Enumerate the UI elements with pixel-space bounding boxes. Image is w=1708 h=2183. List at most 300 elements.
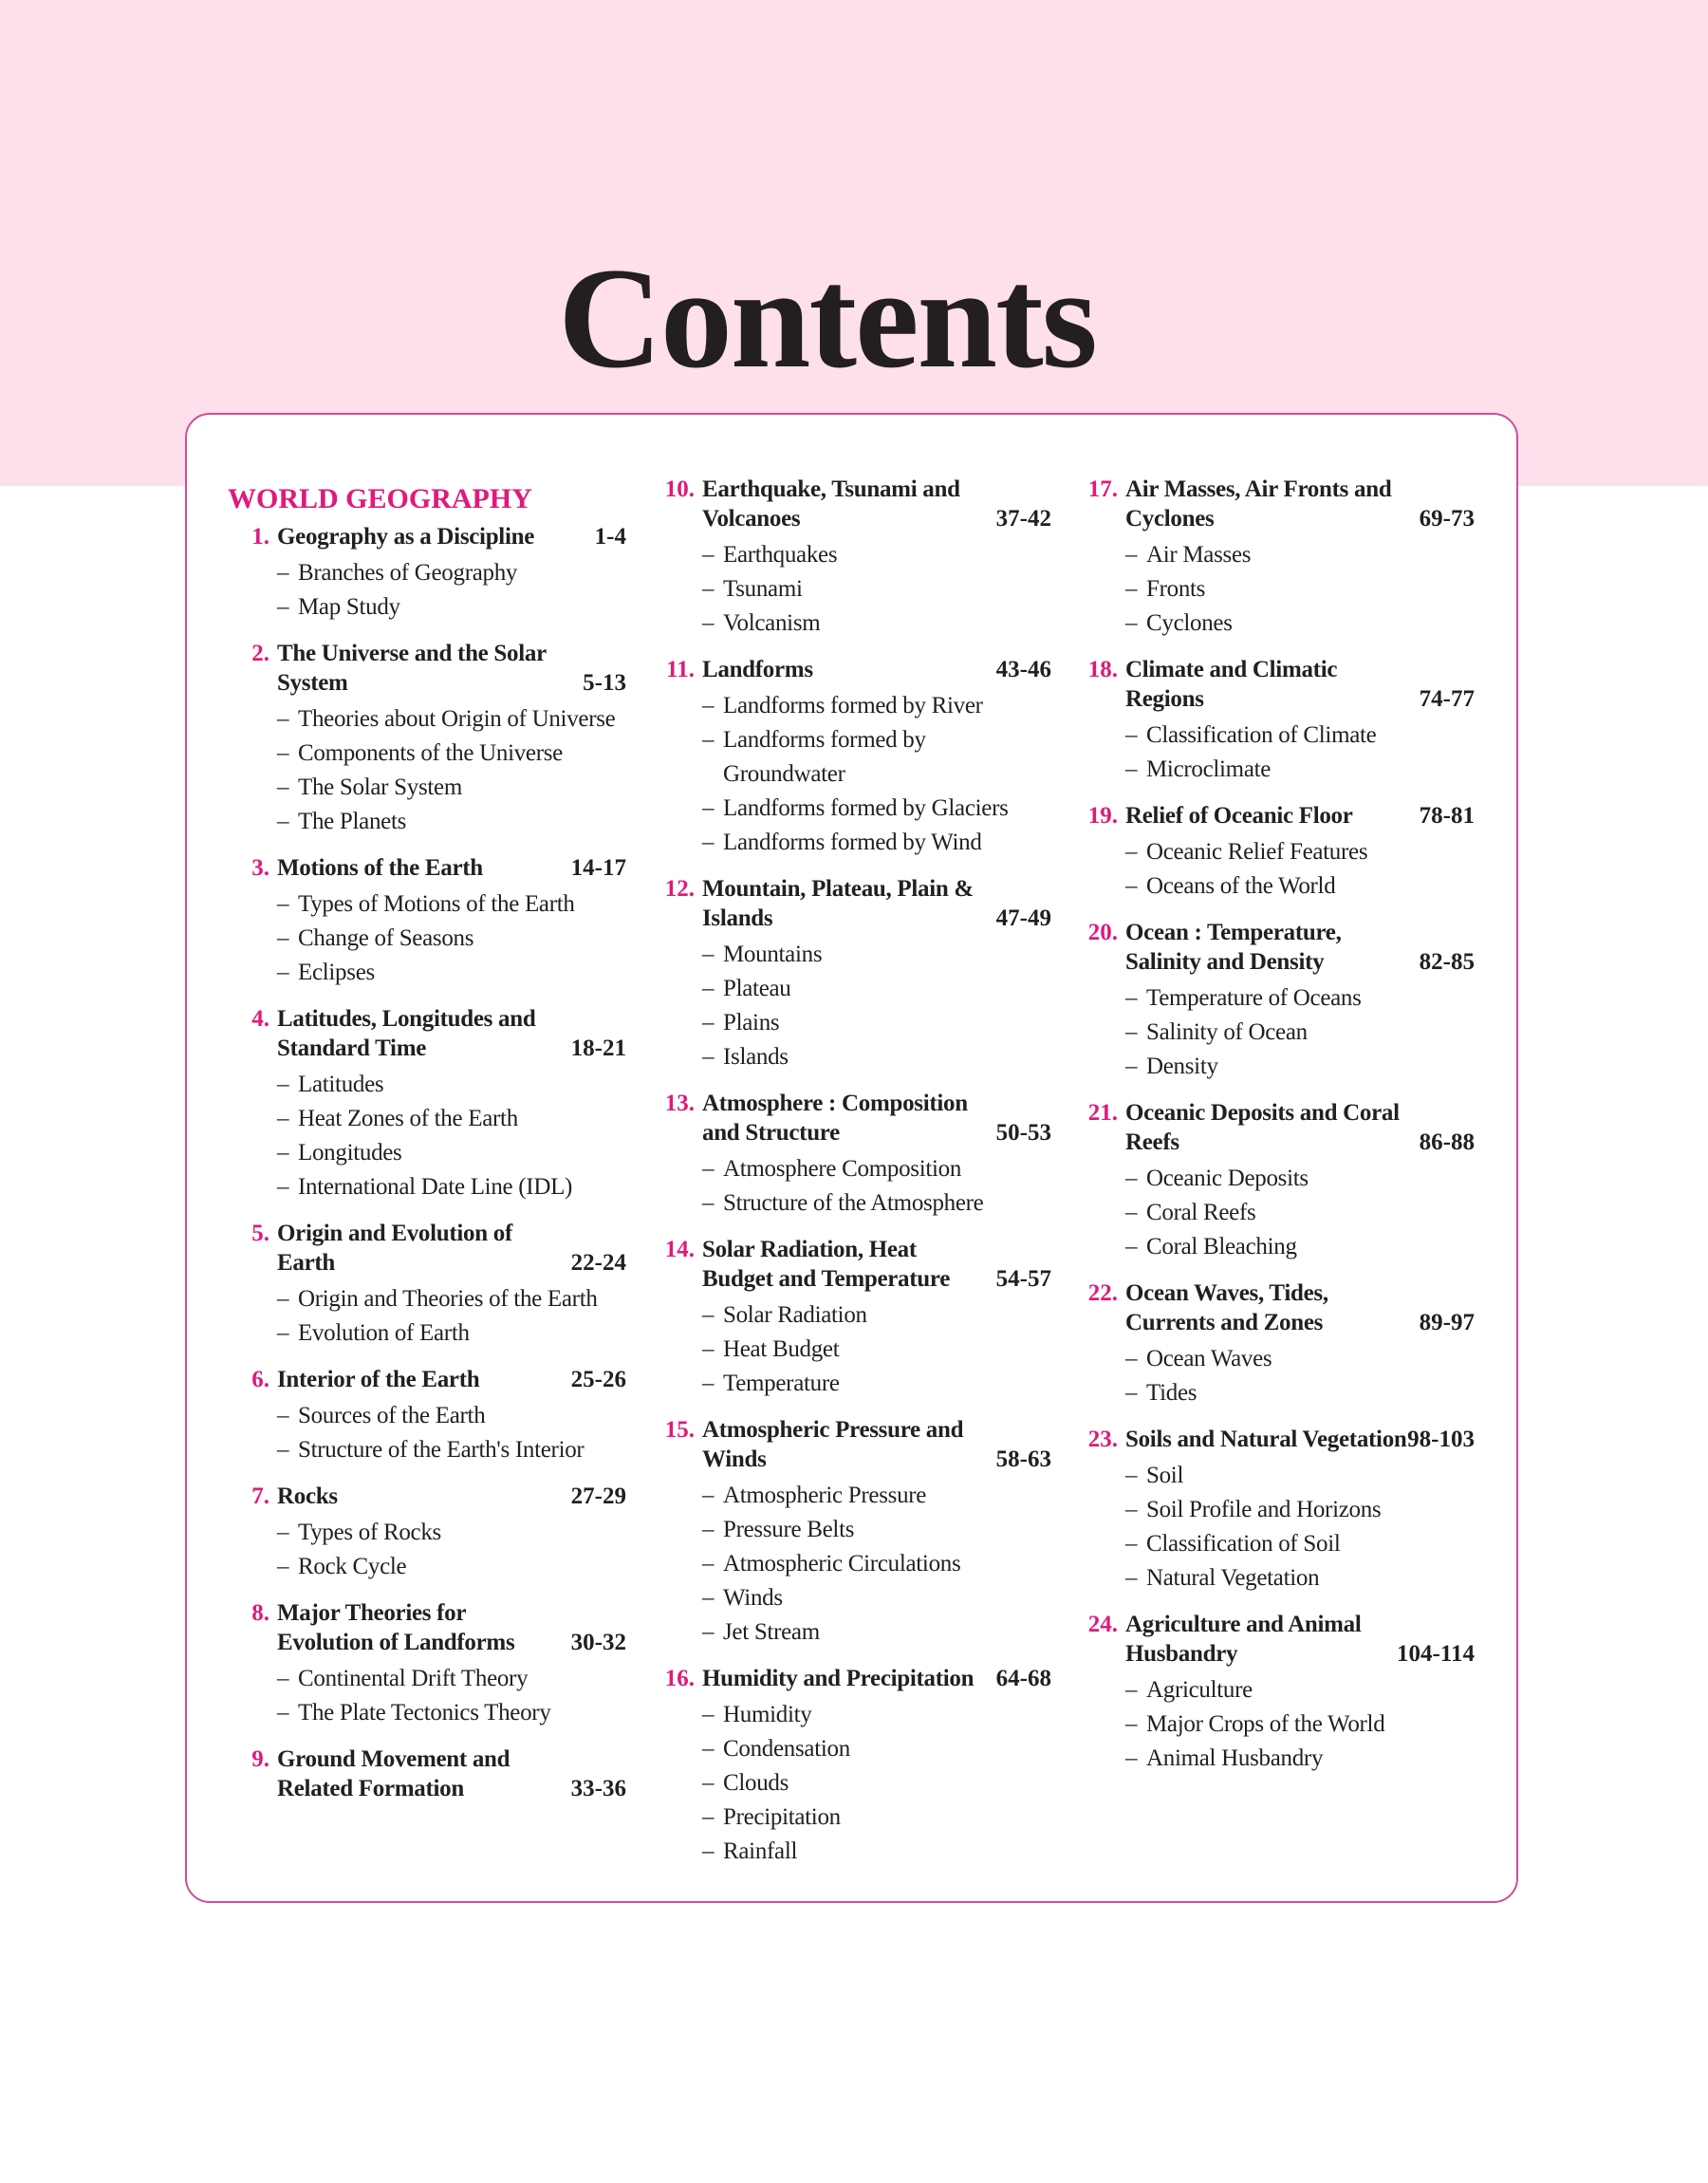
chapter-pages: 30-32 [570,1630,626,1655]
subtopic-list [1076,718,1475,787]
bullet-dash: – [1125,610,1138,636]
subtopic-item [702,792,1051,826]
subtopic-item [1125,869,1475,904]
subtopic-label: Soil [1146,1463,1184,1488]
chapter-heading[interactable] [653,1089,1051,1147]
chapter-number: 3. [251,855,269,881]
chapter-title: Oceanic Deposits and Coral Reefs [1125,1100,1400,1155]
chapter-pages: 69-73 [1419,506,1475,532]
chapter-heading[interactable] [228,522,626,551]
chapter-heading[interactable] [1076,801,1475,830]
subtopic-item [702,1298,1051,1333]
subtopic-item [702,826,1051,860]
subtopic-label: Humidity [723,1702,812,1727]
subtopic-label: Types of Rocks [298,1520,441,1545]
chapter-title: Interior of the Earth [277,1367,480,1392]
bullet-dash: – [702,1302,715,1328]
bullet-dash: – [277,560,289,586]
subtopic-label: Agriculture [1146,1677,1253,1703]
toc-chapter [1076,1278,1475,1410]
bullet-dash: – [702,576,715,602]
subtopic-label: Landforms formed by Glaciers [723,795,1009,821]
subtopic-label: Tides [1146,1380,1197,1406]
chapter-pages: 14-17 [570,855,626,881]
bullet-dash: – [702,727,715,753]
bullet-dash: – [1125,1200,1138,1225]
bullet-dash: – [277,594,289,620]
subtopic-item [702,1006,1051,1040]
subtopic-list [1076,1162,1475,1264]
bullet-dash: – [702,1551,715,1577]
toc-chapter [653,475,1051,641]
bullet-dash: – [702,1585,715,1611]
subtopic-item [277,1516,626,1550]
subtopic-label: Rainfall [723,1838,798,1864]
bullet-dash: – [1125,873,1138,899]
bullet-dash: – [277,1666,289,1691]
subtopic-item [1125,718,1475,753]
chapter-heading[interactable] [228,853,626,883]
subtopic-item [1125,1342,1475,1376]
bullet-dash: – [702,1619,715,1645]
chapter-number: 4. [251,1006,269,1032]
subtopic-item [1125,1493,1475,1527]
subtopic-label: Atmospheric Circulations [723,1551,961,1577]
subtopic-label: Types of Motions of the Earth [298,891,575,917]
subtopic-label: Mountains [723,942,823,967]
subtopic-item [702,1835,1051,1869]
subtopic-list [228,1662,626,1730]
chapter-pages: 5-13 [583,670,626,696]
chapter-heading[interactable] [1076,1098,1475,1157]
chapter-pages: 98-103 [1407,1427,1475,1452]
chapter-heading[interactable] [653,874,1051,933]
bullet-dash: – [1125,1019,1138,1045]
bullet-dash: – [1125,1677,1138,1703]
subtopic-label: Winds [723,1585,783,1611]
chapter-pages: 18-21 [570,1036,626,1061]
chapter-heading[interactable] [228,639,626,698]
subtopic-item [1125,981,1475,1016]
toc-chapter [653,1664,1051,1869]
subtopic-label: Clouds [723,1770,789,1796]
chapter-title: Atmospheric Pressure and Winds [702,1417,964,1472]
chapter-title: Ocean Waves, Tides, Currents and Zones [1125,1280,1328,1335]
chapter-heading[interactable] [228,1745,626,1803]
subtopic-label: Salinity of Ocean [1146,1019,1308,1045]
bullet-dash: – [277,960,289,985]
chapter-pages: 1-4 [594,524,626,550]
toc-chapter [228,522,626,625]
bullet-dash: – [702,1483,715,1508]
subtopic-label: Condensation [723,1736,850,1762]
subtopic-item [702,1732,1051,1766]
subtopic-label: Classification of Soil [1146,1531,1341,1557]
subtopic-label: The Solar System [298,774,462,800]
toc-chapter [653,874,1051,1074]
bullet-dash: – [277,1320,289,1346]
subtopic-list [1076,981,1475,1084]
chapter-heading[interactable] [1076,655,1475,714]
bullet-dash: – [1125,1745,1138,1771]
bullet-dash: – [702,1702,715,1727]
subtopic-item [277,956,626,990]
subtopic-item [1125,1561,1475,1595]
chapter-pages: 43-46 [995,657,1051,682]
chapter-title: Atmosphere : Composition and Structure [702,1091,968,1146]
chapter-number: 18. [1087,657,1118,682]
subtopic-label: Earthquakes [723,542,838,568]
subtopic-label: Components of the Universe [298,740,563,766]
chapter-title: Humidity and Precipitation [702,1666,975,1691]
chapter-number: 6. [251,1367,269,1392]
subtopic-label: Coral Bleaching [1146,1234,1297,1259]
chapter-number: 15. [664,1417,695,1443]
chapter-title: Earthquake, Tsunami and Volcanoes [702,476,960,532]
subtopic-label: Solar Radiation [723,1302,867,1328]
chapter-pages: 64-68 [995,1666,1051,1691]
subtopic-label: Fronts [1146,576,1206,602]
subtopic-label: Cyclones [1146,610,1233,636]
subtopic-item [277,922,626,956]
subtopic-list [228,1068,626,1204]
bullet-dash: – [702,830,715,855]
chapter-pages: 22-24 [570,1250,626,1276]
subtopic-label: Theories about Origin of Universe [298,706,616,732]
chapter-number: 22. [1087,1280,1118,1306]
chapter-number: 7. [251,1483,269,1509]
subtopic-label: Structure of the Earth's Interior [298,1437,585,1463]
bullet-dash: – [702,1804,715,1830]
chapter-heading[interactable] [653,475,1051,533]
chapter-heading[interactable] [653,1415,1051,1474]
chapter-heading[interactable] [228,1598,626,1657]
subtopic-label: Map Study [298,594,400,620]
chapter-number: 12. [664,876,695,902]
bullet-dash: – [1125,1054,1138,1079]
chapter-pages: 47-49 [995,905,1051,931]
chapter-number: 11. [666,657,695,682]
subtopic-label: Coral Reefs [1146,1200,1256,1225]
chapter-number: 1. [251,524,269,550]
bullet-dash: – [1125,839,1138,865]
chapter-title: Landforms [702,657,813,682]
chapter-pages: 89-97 [1419,1310,1475,1335]
bullet-dash: – [1125,1711,1138,1737]
subtopic-item [277,887,626,922]
subtopic-item [277,1399,626,1433]
subtopic-item [702,1367,1051,1401]
chapter-title: Rocks [277,1483,338,1509]
subtopic-item [702,572,1051,606]
subtopic-item [277,1282,626,1316]
chapter-pages: 25-26 [570,1367,626,1392]
section-title: WORLD GEOGRAPHY [228,483,532,514]
chapter-pages: 37-42 [995,506,1051,532]
subtopic-label: Natural Vegetation [1146,1565,1320,1591]
chapter-heading[interactable] [1076,1278,1475,1337]
subtopic-item [277,590,626,625]
bullet-dash: – [702,1190,715,1216]
subtopic-item [1125,1527,1475,1561]
bullet-dash: – [1125,985,1138,1011]
toc-chapter [228,1482,626,1584]
chapter-number: 13. [664,1091,695,1116]
subtopic-label: Landforms formed by Groundwater [723,727,926,787]
chapter-heading[interactable] [228,1482,626,1511]
subtopic-item [1125,753,1475,787]
chapter-heading[interactable] [1076,1425,1475,1454]
chapter-title: Geography as a Discipline [277,524,534,550]
chapter-heading[interactable] [653,1235,1051,1294]
bullet-dash: – [277,1403,289,1428]
subtopic-label: Temperature of Oceans [1146,985,1362,1011]
chapter-number: 10. [664,476,695,502]
subtopic-label: Eclipses [298,960,375,985]
subtopic-list [228,556,626,625]
bullet-dash: – [277,1554,289,1579]
bullet-dash: – [702,542,715,568]
subtopic-item [1125,1196,1475,1230]
subtopic-label: Jet Stream [723,1619,820,1645]
bullet-dash: – [277,1286,289,1312]
subtopic-label: Atmosphere Composition [723,1156,962,1182]
subtopic-label: Heat Budget [723,1336,840,1362]
subtopic-list [228,887,626,990]
bullet-dash: – [277,1700,289,1726]
chapter-title: Origin and Evolution of Earth [277,1221,513,1276]
subtopic-label: Heat Zones of the Earth [298,1106,518,1131]
chapter-number: 24. [1087,1612,1118,1637]
subtopic-item [277,1102,626,1136]
subtopic-label: Tsunami [723,576,803,602]
subtopic-list [653,689,1051,860]
bullet-dash: – [702,1156,715,1182]
bullet-dash: – [277,1520,289,1545]
subtopic-label: Origin and Theories of the Earth [298,1286,598,1312]
subtopic-item [702,1513,1051,1547]
chapter-title: Mountain, Plateau, Plain & Islands [702,876,974,931]
subtopic-item [277,1068,626,1102]
chapter-heading[interactable] [653,1664,1051,1693]
toc-chapter [228,1004,626,1204]
subtopic-list [1076,835,1475,904]
subtopic-label: The Planets [298,809,407,834]
chapter-title: Ground Movement and Related Formation [277,1746,511,1801]
bullet-dash: – [1125,576,1138,602]
subtopic-item [702,972,1051,1006]
subtopic-label: Change of Seasons [298,925,474,951]
subtopic-label: Classification of Climate [1146,722,1377,748]
toc-chapter [1076,1425,1475,1595]
toc-chapter [228,853,626,990]
toc-chapter [653,1415,1051,1650]
subtopic-list [228,702,626,839]
bullet-dash: – [1125,1346,1138,1371]
toc-chapter [228,1219,626,1351]
bullet-dash: – [702,1010,715,1036]
subtopic-label: Sources of the Earth [298,1403,486,1428]
chapter-number: 21. [1087,1100,1118,1126]
subtopic-list [653,538,1051,641]
subtopic-item [277,1136,626,1170]
bullet-dash: – [277,706,289,732]
subtopic-item [1125,1162,1475,1196]
chapter-heading[interactable] [653,655,1051,684]
chapter-title: Agriculture and Animal Husbandry [1125,1612,1362,1667]
chapter-title: Soils and Natural Vegetation [1125,1427,1407,1452]
subtopic-list [1076,538,1475,641]
bullet-dash: – [1125,1166,1138,1191]
subtopic-item [1125,1673,1475,1707]
bullet-dash: – [702,942,715,967]
chapter-title: Motions of the Earth [277,855,483,881]
toc-chapter [653,1089,1051,1221]
subtopic-label: Soil Profile and Horizons [1146,1497,1382,1522]
subtopic-item [702,606,1051,641]
chapter-number: 14. [664,1237,695,1262]
chapter-heading[interactable] [1076,475,1475,533]
bullet-dash: – [277,1174,289,1200]
bullet-dash: – [702,1336,715,1362]
chapter-pages: 104-114 [1397,1641,1475,1667]
subtopic-item [1125,1742,1475,1776]
subtopic-item [1125,1050,1475,1084]
subtopic-label: Latitudes [298,1072,384,1097]
subtopic-list [1076,1459,1475,1595]
subtopic-item [1125,572,1475,606]
toc-chapter [1076,475,1475,641]
subtopic-list [653,1298,1051,1401]
bullet-dash: – [277,925,289,951]
bullet-dash: – [277,1072,289,1097]
bullet-dash: – [702,976,715,1001]
page-title: Contents [558,238,1096,398]
subtopic-list [653,1479,1051,1650]
chapter-title: Relief of Oceanic Floor [1125,803,1353,829]
toc-chapter [228,639,626,839]
toc-chapter [653,1235,1051,1401]
subtopic-list [228,1399,626,1467]
toc-chapter [1076,801,1475,904]
toc-column-2 [653,475,1051,1883]
subtopic-item [702,938,1051,972]
chapter-pages: 74-77 [1419,686,1475,712]
chapter-title: Solar Radiation, Heat Budget and Temperature [702,1237,951,1292]
subtopic-label: Temperature [723,1371,840,1396]
bullet-dash: – [702,1517,715,1542]
subtopic-item [702,1766,1051,1801]
subtopic-label: Oceanic Relief Features [1146,839,1368,865]
bullet-dash: – [1125,1234,1138,1259]
subtopic-item [702,1698,1051,1732]
chapter-title: Latitudes, Longitudes and Standard Time [277,1006,536,1061]
bullet-dash: – [277,774,289,800]
subtopic-label: Oceans of the World [1146,873,1336,899]
chapter-title: The Universe and the Solar System [277,641,547,696]
chapter-pages: 86-88 [1419,1129,1475,1155]
subtopic-item [277,556,626,590]
toc-column-1 [228,475,626,1818]
bullet-dash: – [1125,722,1138,748]
bullet-dash: – [702,1736,715,1762]
subtopic-item [1125,1376,1475,1410]
subtopic-item [277,1433,626,1467]
toc-chapter [1076,655,1475,787]
subtopic-item [1125,1016,1475,1050]
chapter-pages: 78-81 [1419,803,1475,829]
toc-chapter [228,1745,626,1803]
subtopic-item [1125,538,1475,572]
subtopic-label: Density [1146,1054,1218,1079]
subtopic-label: Landforms formed by River [723,693,983,718]
subtopic-label: Microclimate [1146,756,1272,782]
subtopic-label: Branches of Geography [298,560,518,586]
bullet-dash: – [702,1838,715,1864]
chapter-title: Air Masses, Air Fronts and Cyclones [1125,476,1392,532]
subtopic-list [1076,1673,1475,1776]
chapter-pages: 58-63 [995,1446,1051,1472]
subtopic-list [653,1152,1051,1221]
subtopic-list [1076,1342,1475,1410]
toc-chapter [1076,1098,1475,1264]
subtopic-label: The Plate Tectonics Theory [298,1700,551,1726]
subtopic-item [277,1170,626,1204]
bullet-dash: – [702,610,715,636]
bullet-dash: – [1125,1497,1138,1522]
subtopic-label: Volcanism [723,610,821,636]
subtopic-item [702,689,1051,723]
chapter-number: 2. [251,641,269,666]
chapter-pages: 50-53 [995,1120,1051,1146]
subtopic-item [1125,835,1475,869]
chapter-title: Climate and Climatic Regions [1125,657,1338,712]
subtopic-item [702,1615,1051,1650]
chapter-heading[interactable] [1076,918,1475,977]
subtopic-item [702,1479,1051,1513]
subtopic-item [702,1547,1051,1581]
chapter-number: 16. [664,1666,695,1691]
chapter-heading[interactable] [228,1004,626,1063]
subtopic-list [228,1282,626,1351]
chapter-number: 17. [1087,476,1118,502]
subtopic-item [277,702,626,737]
subtopic-item [702,1333,1051,1367]
subtopic-label: Landforms formed by Wind [723,830,982,855]
chapter-number: 9. [251,1746,269,1772]
subtopic-list [653,938,1051,1074]
chapter-heading[interactable] [228,1219,626,1278]
bullet-dash: – [702,795,715,821]
bullet-dash: – [1125,1531,1138,1557]
subtopic-item [277,1550,626,1584]
subtopic-label: Atmospheric Pressure [723,1483,927,1508]
subtopic-label: Oceanic Deposits [1146,1166,1309,1191]
subtopic-item [277,1316,626,1351]
chapter-title: Major Theories for Evolution of Landforms [277,1600,515,1655]
subtopic-list [228,1516,626,1584]
chapter-heading[interactable] [228,1365,626,1394]
chapter-heading[interactable] [1076,1610,1475,1669]
subtopic-label: Structure of the Atmosphere [723,1190,984,1216]
subtopic-label: Plains [723,1010,780,1036]
chapter-number: 8. [251,1600,269,1626]
subtopic-item [277,1662,626,1696]
chapter-number: 19. [1087,803,1118,829]
toc-chapter [653,655,1051,860]
subtopic-label: Continental Drift Theory [298,1666,529,1691]
chapter-number: 23. [1087,1427,1118,1452]
